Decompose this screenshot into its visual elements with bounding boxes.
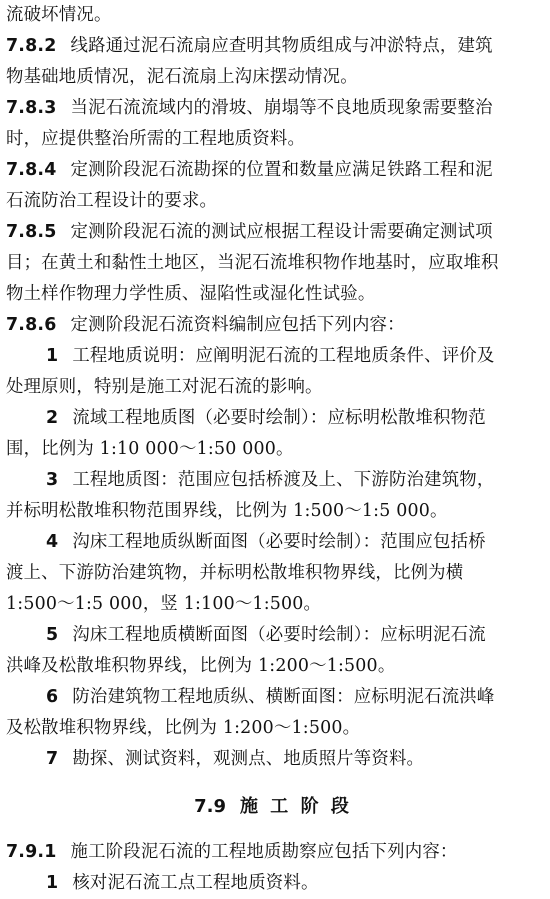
section-title: 施 工 阶 段 [240,795,352,817]
clause-line [6,31,540,62]
line-text: 并标明松散堆积物范围界线，比例为 1:500～1:5 000。 [6,501,448,521]
clause-line [6,217,540,248]
clause-line [6,837,540,868]
section-heading [6,775,540,837]
line-text: 流破坏情况。 [6,5,112,25]
text-line [6,372,540,403]
item-number: 2 [46,408,59,428]
item-number: 5 [46,625,59,645]
clause-number: 7.8.4 [6,160,57,180]
line-text: 核对泥石流工点工程地质资料。 [72,873,319,893]
line-text: 定测阶段泥石流资料编制应包括下列内容： [70,315,405,335]
line-text: 物基础地质情况，泥石流扇上沟床摆动情况。 [6,67,358,87]
list-item-line [6,620,540,651]
text-line [6,496,540,527]
line-text: 围，比例为 1:10 000～1:50 000。 [6,439,294,459]
list-item-line [6,868,540,899]
text-line [6,589,540,620]
line-text: 时，应提供整治所需的工程地质资料。 [6,129,306,149]
line-text: 定测阶段泥石流的测试应根据工程设计需要确定测试项 [70,222,493,242]
line-text: 线路通过泥石流扇应查明其物质组成与冲淤特点，建筑 [70,36,493,56]
text-line [6,434,540,465]
line-text: 石流防治工程设计的要求。 [6,191,218,211]
text-line [6,651,540,682]
line-text: 渡上、下游防治建筑物，并标明松散堆积物界线，比例为横 [6,563,464,583]
clause-number: 7.8.3 [6,98,57,118]
list-item-line [6,682,540,713]
text-line [6,558,540,589]
line-text: 施工阶段泥石流的工程地质勘察应包括下列内容： [70,842,458,862]
line-text: 及松散堆积物界线，比例为 1:200～1:500。 [6,718,361,738]
line-text: 工程地质说明：应阐明泥石流的工程地质条件、评价及 [72,346,495,366]
section-number: 7.9 [194,795,227,817]
line-text: 流域工程地质图（必要时绘制）：应标明松散堆积物范 [72,408,486,428]
section-body-text [6,837,540,899]
list-item-line [6,341,540,372]
text-line [6,279,540,310]
line-text: 沟床工程地质纵断面图（必要时绘制）：范围应包括桥 [72,532,486,552]
line-text: 工程地质图：范围应包括桥渡及上、下游防治建筑物， [72,470,495,490]
text-line [6,62,540,93]
clause-number: 7.8.6 [6,315,57,335]
line-text: 防治建筑物工程地质纵、横断面图：应标明泥石流洪峰 [72,687,495,707]
text-line [6,124,540,155]
body-text [6,0,540,775]
line-text: 勘探、测试资料，观测点、地质照片等资料。 [72,749,425,769]
list-item-line [6,527,540,558]
line-text: 目；在黄土和黏性土地区，当泥石流堆积物作地基时，应取堆积 [6,253,499,273]
clause-number: 7.8.5 [6,222,57,242]
item-number: 3 [46,470,59,490]
list-item-line [6,403,540,434]
item-number: 1 [46,346,59,366]
list-item-line [6,744,540,775]
text-line [6,248,540,279]
clause-number: 7.8.2 [6,36,57,56]
text-line [6,713,540,744]
list-item-line [6,465,540,496]
line-text: 1:500～1:5 000，竖 1:100～1:500。 [6,594,322,614]
line-text: 定测阶段泥石流勘探的位置和数量应满足铁路工程和泥 [70,160,493,180]
clause-line [6,310,540,341]
text-line [6,0,540,31]
item-number: 1 [46,873,59,893]
item-number: 7 [46,749,59,769]
line-text: 沟床工程地质横断面图（必要时绘制）：应标明泥石流 [72,625,486,645]
clause-number: 7.9.1 [6,842,57,862]
line-text: 物土样作物理力学性质、湿陷性或湿化性试验。 [6,284,376,304]
text-line [6,186,540,217]
clause-line [6,155,540,186]
line-text: 洪峰及松散堆积物界线，比例为 1:200～1:500。 [6,656,396,676]
clause-line [6,93,540,124]
item-number: 6 [46,687,59,707]
line-text: 当泥石流流域内的滑坡、崩塌等不良地质现象需要整治 [70,98,493,118]
line-text: 处理原则，特别是施工对泥石流的影响。 [6,377,323,397]
item-number: 4 [46,532,59,552]
